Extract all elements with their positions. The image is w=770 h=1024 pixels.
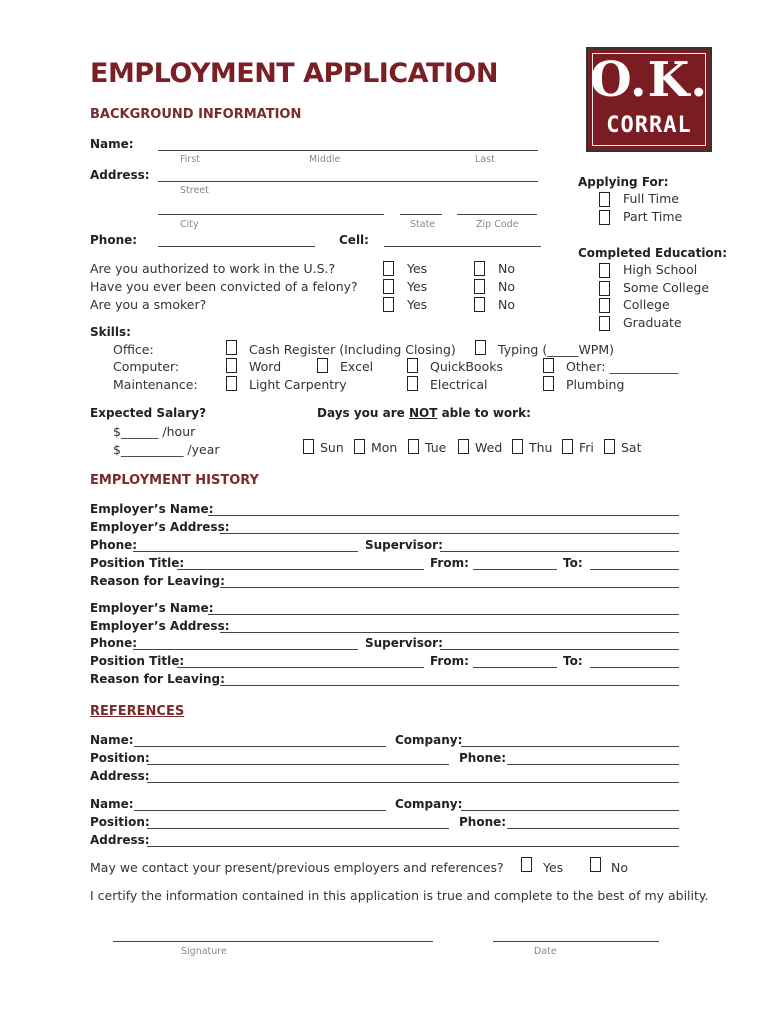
- logo-line-1: O.K.: [589, 52, 709, 108]
- employer-1-supervisor-label: Supervisor:: [365, 538, 443, 552]
- electrical-checkbox[interactable]: [407, 376, 418, 391]
- employer-1-name-label: Employer’s Name:: [90, 502, 214, 516]
- reference-1-name-field[interactable]: [134, 746, 386, 747]
- graduate-checkbox[interactable]: [599, 316, 610, 331]
- cash-register-checkbox[interactable]: [226, 340, 237, 355]
- signature-hint: Signature: [181, 946, 227, 957]
- contact-question: May we contact your present/previous employers and references?: [90, 860, 504, 875]
- thu-checkbox[interactable]: [512, 439, 523, 454]
- reference-2-name-label: Name:: [90, 797, 134, 811]
- high-school-label: High School: [623, 262, 698, 277]
- reference-2-company-field[interactable]: [461, 810, 679, 811]
- employer-2-reason-field[interactable]: [220, 685, 679, 686]
- applying-for-label: Applying For:: [578, 175, 669, 189]
- reference-2-address-field[interactable]: [147, 846, 679, 847]
- cell-field[interactable]: [384, 246, 541, 247]
- state-field[interactable]: [400, 214, 442, 215]
- city-field[interactable]: [158, 214, 384, 215]
- excel-checkbox[interactable]: [317, 358, 328, 373]
- authorized-no-label: No: [498, 261, 515, 276]
- some-college-checkbox[interactable]: [599, 281, 610, 296]
- employer-1-from-field[interactable]: [473, 569, 557, 570]
- thu-label: Thu: [529, 440, 553, 455]
- quickbooks-checkbox[interactable]: [407, 358, 418, 373]
- background-heading: BACKGROUND INFORMATION: [90, 107, 302, 122]
- employer-2-position-field[interactable]: [177, 667, 424, 668]
- state-hint: State: [410, 219, 436, 230]
- felony-yes-label: Yes: [407, 279, 428, 294]
- city-hint: City: [180, 219, 199, 230]
- cash-register-label: Cash Register (Including Closing): [249, 342, 456, 357]
- smoker-yes-checkbox[interactable]: [383, 297, 394, 312]
- light-carpentry-checkbox[interactable]: [226, 376, 237, 391]
- college-checkbox[interactable]: [599, 298, 610, 313]
- reference-1-company-field[interactable]: [461, 746, 679, 747]
- certify-statement: I certify the information contained in this application is true and complete to the best of my ability.: [90, 888, 709, 903]
- employer-2-address-field[interactable]: [220, 632, 679, 633]
- middle-hint: Middle: [309, 154, 341, 165]
- fri-checkbox[interactable]: [562, 439, 573, 454]
- plumbing-label: Plumbing: [566, 377, 625, 392]
- wed-label: Wed: [475, 440, 503, 455]
- logo-line-2: CORRAL: [606, 113, 692, 138]
- street-hint: Street: [180, 185, 209, 196]
- reference-1-name-label: Name:: [90, 733, 134, 747]
- college-label: College: [623, 297, 670, 312]
- sat-checkbox[interactable]: [604, 439, 615, 454]
- employer-1-name-field[interactable]: [208, 515, 679, 516]
- felony-no-checkbox[interactable]: [474, 279, 485, 294]
- employer-2-name-label: Employer’s Name:: [90, 601, 214, 615]
- reference-1-address-field[interactable]: [147, 782, 679, 783]
- address-label: Address:: [90, 168, 150, 182]
- name-label: Name:: [90, 137, 134, 151]
- reference-2-phone-field[interactable]: [507, 828, 679, 829]
- employer-2-position-label: Position Title:: [90, 654, 185, 668]
- reference-2-address-label: Address:: [90, 833, 150, 847]
- computer-label: Computer:: [113, 359, 180, 374]
- employer-2-supervisor-label: Supervisor:: [365, 636, 443, 650]
- zip-hint: Zip Code: [476, 219, 519, 230]
- employer-1-address-label: Employer’s Address:: [90, 520, 230, 534]
- references-heading: REFERENCES: [90, 704, 185, 719]
- smoker-yes-label: Yes: [407, 297, 428, 312]
- smoker-no-checkbox[interactable]: [474, 297, 485, 312]
- name-field[interactable]: [158, 150, 538, 151]
- sun-label: Sun: [320, 440, 344, 455]
- question-felony: Have you ever been convicted of a felony?: [90, 279, 358, 294]
- part-time-checkbox[interactable]: [599, 210, 610, 225]
- reference-2-phone-label: Phone:: [459, 815, 507, 829]
- sat-label: Sat: [621, 440, 642, 455]
- cell-label: Cell:: [339, 233, 369, 247]
- education-label: Completed Education:: [578, 246, 728, 260]
- employer-1-reason-field[interactable]: [220, 587, 679, 588]
- reference-2-position-field[interactable]: [147, 828, 449, 829]
- authorized-no-checkbox[interactable]: [474, 261, 485, 276]
- employer-2-to-field[interactable]: [590, 667, 679, 668]
- phone-field[interactable]: [158, 246, 315, 247]
- days-label-prefix: Days you are: [317, 406, 409, 420]
- mon-label: Mon: [371, 440, 398, 455]
- contact-yes-label: Yes: [543, 860, 564, 875]
- days-label-suffix: able to work:: [437, 406, 531, 420]
- employer-1-phone-label: Phone:: [90, 538, 138, 552]
- word-checkbox[interactable]: [226, 358, 237, 373]
- high-school-checkbox[interactable]: [599, 263, 610, 278]
- other-skill-label: Other: ___________: [566, 359, 679, 374]
- employer-2-phone-label: Phone:: [90, 636, 138, 650]
- tue-label: Tue: [425, 440, 447, 455]
- full-time-label: Full Time: [623, 191, 679, 206]
- reference-1-address-label: Address:: [90, 769, 150, 783]
- signature-field[interactable]: [113, 941, 433, 942]
- tue-checkbox[interactable]: [408, 439, 419, 454]
- wed-checkbox[interactable]: [458, 439, 469, 454]
- employment-history-heading: EMPLOYMENT HISTORY: [90, 473, 259, 488]
- typing-checkbox[interactable]: [475, 340, 486, 355]
- full-time-checkbox[interactable]: [599, 192, 610, 207]
- plumbing-checkbox[interactable]: [543, 376, 554, 391]
- smoker-no-label: No: [498, 297, 515, 312]
- felony-no-label: No: [498, 279, 515, 294]
- some-college-label: Some College: [623, 280, 710, 295]
- employer-2-from-label: From:: [430, 654, 469, 668]
- salary-label: Expected Salary?: [90, 406, 207, 420]
- employer-1-address-field[interactable]: [220, 533, 679, 534]
- salary-year[interactable]: $__________ /year: [113, 442, 220, 457]
- zip-field[interactable]: [457, 214, 537, 215]
- date-hint: Date: [534, 946, 557, 957]
- employer-2-supervisor-field[interactable]: [440, 649, 679, 650]
- employer-1-to-field[interactable]: [590, 569, 679, 570]
- fri-label: Fri: [579, 440, 594, 455]
- question-authorized: Are you authorized to work in the U.S.?: [90, 261, 336, 276]
- contact-yes-checkbox[interactable]: [521, 857, 532, 872]
- sun-checkbox[interactable]: [303, 439, 314, 454]
- authorized-yes-label: Yes: [407, 261, 428, 276]
- employer-2-phone-field[interactable]: [133, 649, 358, 650]
- ok-corral-logo: [586, 47, 712, 152]
- reference-2-name-field[interactable]: [134, 810, 386, 811]
- employer-1-position-field[interactable]: [177, 569, 424, 570]
- first-hint: First: [180, 154, 200, 165]
- employer-2-to-label: To:: [563, 654, 583, 668]
- typing-label: Typing (_____WPM): [498, 342, 615, 357]
- days-label-not: NOT: [408, 406, 438, 420]
- page-title: EMPLOYMENT APPLICATION: [90, 58, 498, 89]
- electrical-label: Electrical: [430, 377, 488, 392]
- employer-1-phone-field[interactable]: [133, 551, 358, 552]
- word-label: Word: [249, 359, 282, 374]
- reference-1-phone-label: Phone:: [459, 751, 507, 765]
- days-label: [317, 406, 531, 420]
- employer-1-from-label: From:: [430, 556, 469, 570]
- excel-label: Excel: [340, 359, 374, 374]
- part-time-label: Part Time: [623, 209, 683, 224]
- felony-yes-checkbox[interactable]: [383, 279, 394, 294]
- other-skill-checkbox[interactable]: [543, 358, 554, 373]
- reference-1-position-label: Position:: [90, 751, 150, 765]
- contact-no-label: No: [611, 860, 628, 875]
- employer-2-name-field[interactable]: [208, 614, 679, 615]
- authorized-yes-checkbox[interactable]: [383, 261, 394, 276]
- reference-2-position-label: Position:: [90, 815, 150, 829]
- reference-1-company-label: Company:: [395, 733, 463, 747]
- employer-1-reason-label: Reason for Leaving:: [90, 574, 225, 588]
- employer-1-supervisor-field[interactable]: [440, 551, 679, 552]
- quickbooks-label: QuickBooks: [430, 359, 503, 374]
- phone-label: Phone:: [90, 233, 138, 247]
- employer-2-address-label: Employer’s Address:: [90, 619, 230, 633]
- salary-hour[interactable]: $______ /hour: [113, 424, 196, 439]
- light-carpentry-label: Light Carpentry: [249, 377, 347, 392]
- skills-label: Skills:: [90, 325, 131, 339]
- question-smoker: Are you a smoker?: [90, 297, 207, 312]
- maintenance-label: Maintenance:: [113, 377, 198, 392]
- employer-1-position-label: Position Title:: [90, 556, 185, 570]
- employer-1-to-label: To:: [563, 556, 583, 570]
- contact-no-checkbox[interactable]: [590, 857, 601, 872]
- street-field[interactable]: [158, 181, 538, 182]
- employer-2-from-field[interactable]: [473, 667, 557, 668]
- reference-1-phone-field[interactable]: [507, 764, 679, 765]
- date-field[interactable]: [493, 941, 659, 942]
- office-label: Office:: [113, 342, 154, 357]
- reference-2-company-label: Company:: [395, 797, 463, 811]
- last-hint: Last: [475, 154, 495, 165]
- graduate-label: Graduate: [623, 315, 682, 330]
- employer-2-reason-label: Reason for Leaving:: [90, 672, 225, 686]
- reference-1-position-field[interactable]: [147, 764, 449, 765]
- mon-checkbox[interactable]: [354, 439, 365, 454]
